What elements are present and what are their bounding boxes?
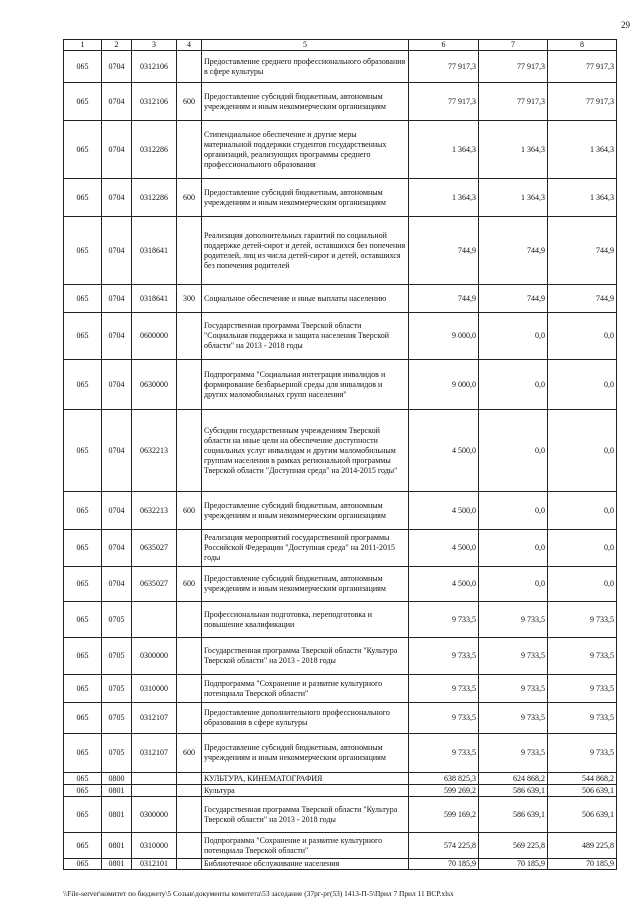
expense-type-code <box>177 51 202 83</box>
target-article-code: 0312107 <box>132 734 177 773</box>
row-description: Субсидии государственным учреждениям Тверской области на иные цели на обеспечение доступности социальных услуг инвалидам и другим маломобильным группам населения в рамках региональной программы Тверской области "Доступная среда" на 2014-2015 годы" <box>202 410 409 492</box>
ministry-code: 065 <box>64 567 102 602</box>
target-article-code <box>132 785 177 797</box>
row-description: Социальное обеспечение и иные выплаты населению <box>202 285 409 313</box>
row-description: Профессиональная подготовка, переподготовка и повышение квалификации <box>202 602 409 638</box>
section-code: 0704 <box>102 51 132 83</box>
amount-col7: 744,9 <box>479 285 548 313</box>
amount-col8: 0,0 <box>548 360 617 410</box>
expense-type-code <box>177 313 202 360</box>
section-code: 0704 <box>102 179 132 217</box>
expense-type-code <box>177 703 202 734</box>
amount-col8: 9 733,5 <box>548 675 617 703</box>
header-row <box>64 40 617 51</box>
table-row <box>64 734 617 773</box>
target-article-code: 0630000 <box>132 360 177 410</box>
target-article-code: 0318641 <box>132 217 177 285</box>
amount-col6: 4 500,0 <box>409 567 479 602</box>
row-description: Предоставление субсидий бюджетным, автономным учреждениям и иным некоммерческим организациям <box>202 567 409 602</box>
column-header: 8 <box>548 40 617 51</box>
target-article-code: 0310000 <box>132 675 177 703</box>
row-description: Предоставление субсидий бюджетным, автономным учреждениям и иным некоммерческим организациям <box>202 492 409 530</box>
expense-type-code <box>177 785 202 797</box>
amount-col6: 1 364,3 <box>409 179 479 217</box>
amount-col7: 0,0 <box>479 360 548 410</box>
target-article-code: 0632213 <box>132 410 177 492</box>
file-path-footer: \\File-server\комитет по бюджету\5 Созыв\документы комитета\53 заседание (37рг-рг(53) 1413-П-5\Прил 7 Прил 11 ВСР.xlsx <box>63 889 454 898</box>
section-code: 0705 <box>102 602 132 638</box>
section-code: 0801 <box>102 833 132 859</box>
section-code: 0704 <box>102 360 132 410</box>
table-row <box>64 410 617 492</box>
table-row <box>64 773 617 785</box>
column-header: 1 <box>64 40 102 51</box>
ministry-code: 065 <box>64 797 102 833</box>
amount-col6: 9 733,5 <box>409 703 479 734</box>
ministry-code: 065 <box>64 217 102 285</box>
amount-col6: 599 169,2 <box>409 797 479 833</box>
table-row <box>64 83 617 121</box>
column-header: 4 <box>177 40 202 51</box>
expense-type-code <box>177 530 202 567</box>
amount-col8: 9 733,5 <box>548 638 617 675</box>
amount-col6: 4 500,0 <box>409 410 479 492</box>
amount-col7: 9 733,5 <box>479 602 548 638</box>
amount-col8: 9 733,5 <box>548 703 617 734</box>
amount-col8: 0,0 <box>548 492 617 530</box>
amount-col7: 569 225,8 <box>479 833 548 859</box>
amount-col8: 0,0 <box>548 410 617 492</box>
amount-col6: 9 733,5 <box>409 638 479 675</box>
amount-col6: 4 500,0 <box>409 530 479 567</box>
ministry-code: 065 <box>64 51 102 83</box>
section-code: 0704 <box>102 83 132 121</box>
target-article-code: 0312106 <box>132 83 177 121</box>
table-row <box>64 638 617 675</box>
amount-col7: 624 868,2 <box>479 773 548 785</box>
ministry-code: 065 <box>64 773 102 785</box>
target-article-code: 0312286 <box>132 121 177 179</box>
expense-type-code <box>177 833 202 859</box>
amount-col8: 744,9 <box>548 217 617 285</box>
target-article-code: 0310000 <box>132 833 177 859</box>
ministry-code: 065 <box>64 360 102 410</box>
section-code: 0705 <box>102 734 132 773</box>
column-header: 7 <box>479 40 548 51</box>
amount-col6: 9 000,0 <box>409 360 479 410</box>
table-row <box>64 179 617 217</box>
row-description: Подпрограмма "Социальная интеграция инвалидов и формирование безбарьерной среды для инвалидов и других маломобильных групп населения" <box>202 360 409 410</box>
amount-col8: 0,0 <box>548 313 617 360</box>
table-row <box>64 530 617 567</box>
ministry-code: 065 <box>64 492 102 530</box>
amount-col8: 9 733,5 <box>548 602 617 638</box>
amount-col8: 1 364,3 <box>548 121 617 179</box>
row-description: Библиотечное обслуживание населения <box>202 859 409 870</box>
row-description: Государственная программа Тверской области "Культура Тверской области" на 2013 - 2018 годы <box>202 638 409 675</box>
section-code: 0800 <box>102 773 132 785</box>
expense-type-code <box>177 638 202 675</box>
amount-col6: 574 225,8 <box>409 833 479 859</box>
expense-type-code: 600 <box>177 734 202 773</box>
amount-col7: 0,0 <box>479 492 548 530</box>
expense-type-code <box>177 360 202 410</box>
amount-col6: 70 185,9 <box>409 859 479 870</box>
section-code: 0704 <box>102 492 132 530</box>
expense-type-code <box>177 602 202 638</box>
amount-col7: 77 917,3 <box>479 83 548 121</box>
expense-type-code: 600 <box>177 83 202 121</box>
ministry-code: 065 <box>64 83 102 121</box>
ministry-code: 065 <box>64 675 102 703</box>
amount-col8: 1 364,3 <box>548 179 617 217</box>
amount-col7: 586 639,1 <box>479 797 548 833</box>
ministry-code: 065 <box>64 285 102 313</box>
column-header: 6 <box>409 40 479 51</box>
column-header: 3 <box>132 40 177 51</box>
expense-type-code <box>177 217 202 285</box>
target-article-code: 0312107 <box>132 703 177 734</box>
target-article-code: 0300000 <box>132 797 177 833</box>
row-description: Реализация мероприятий государственной программы Российской Федерации "Доступная среда" на 2011-2015 годы <box>202 530 409 567</box>
section-code: 0705 <box>102 638 132 675</box>
row-description: Предоставление субсидий бюджетным, автономным учреждениям и иным некоммерческим организациям <box>202 83 409 121</box>
table-row <box>64 285 617 313</box>
expense-type-code <box>177 773 202 785</box>
target-article-code: 0635027 <box>132 530 177 567</box>
amount-col7: 0,0 <box>479 313 548 360</box>
amount-col6: 9 000,0 <box>409 313 479 360</box>
amount-col6: 9 733,5 <box>409 734 479 773</box>
amount-col7: 1 364,3 <box>479 179 548 217</box>
table-row <box>64 567 617 602</box>
target-article-code: 0318641 <box>132 285 177 313</box>
expense-type-code: 600 <box>177 567 202 602</box>
amount-col8: 77 917,3 <box>548 51 617 83</box>
table-row <box>64 121 617 179</box>
row-description: Стипендиальное обеспечение и другие меры материальной поддержки студентов государственных организаций, реализующих программы среднего профессионального образования <box>202 121 409 179</box>
section-code: 0704 <box>102 313 132 360</box>
row-description: Предоставление среднего профессионального образования в сфере культуры <box>202 51 409 83</box>
ministry-code: 065 <box>64 734 102 773</box>
target-article-code: 0312286 <box>132 179 177 217</box>
target-article-code <box>132 602 177 638</box>
table-row <box>64 785 617 797</box>
target-article-code: 0300000 <box>132 638 177 675</box>
row-description: Подпрограмма "Сохранение и развитие культурного потенциала Тверской области" <box>202 833 409 859</box>
section-code: 0704 <box>102 530 132 567</box>
row-description: КУЛЬТУРА, КИНЕМАТОГРАФИЯ <box>202 773 409 785</box>
target-article-code: 0312106 <box>132 51 177 83</box>
amount-col7: 1 364,3 <box>479 121 548 179</box>
row-description: Подпрограмма "Сохранение и развитие культурного потенциала Тверской области" <box>202 675 409 703</box>
amount-col6: 77 917,3 <box>409 51 479 83</box>
ministry-code: 065 <box>64 638 102 675</box>
target-article-code: 0632213 <box>132 492 177 530</box>
amount-col7: 9 733,5 <box>479 638 548 675</box>
section-code: 0705 <box>102 703 132 734</box>
section-code: 0704 <box>102 410 132 492</box>
amount-col8: 0,0 <box>548 567 617 602</box>
amount-col6: 1 364,3 <box>409 121 479 179</box>
section-code: 0705 <box>102 675 132 703</box>
expense-type-code <box>177 121 202 179</box>
budget-table <box>63 39 617 870</box>
amount-col7: 9 733,5 <box>479 675 548 703</box>
amount-col8: 506 639,1 <box>548 797 617 833</box>
amount-col6: 599 269,2 <box>409 785 479 797</box>
table-row <box>64 492 617 530</box>
ministry-code: 065 <box>64 410 102 492</box>
table-row <box>64 797 617 833</box>
target-article-code: 0600000 <box>132 313 177 360</box>
table-row <box>64 703 617 734</box>
column-header: 5 <box>202 40 409 51</box>
amount-col7: 77 917,3 <box>479 51 548 83</box>
target-article-code: 0312101 <box>132 859 177 870</box>
row-description: Предоставление субсидий бюджетным, автономным учреждениям и иным некоммерческим организациям <box>202 179 409 217</box>
expense-type-code <box>177 675 202 703</box>
table-row <box>64 51 617 83</box>
amount-col6: 4 500,0 <box>409 492 479 530</box>
ministry-code: 065 <box>64 121 102 179</box>
amount-col8: 0,0 <box>548 530 617 567</box>
amount-col7: 0,0 <box>479 410 548 492</box>
amount-col6: 638 825,3 <box>409 773 479 785</box>
amount-col7: 0,0 <box>479 530 548 567</box>
row-description: Предоставление дополнительного профессионального образования в сфере культуры <box>202 703 409 734</box>
amount-col7: 70 185,9 <box>479 859 548 870</box>
section-code: 0704 <box>102 285 132 313</box>
amount-col6: 9 733,5 <box>409 602 479 638</box>
amount-col6: 744,9 <box>409 217 479 285</box>
row-description: Культура <box>202 785 409 797</box>
amount-col6: 9 733,5 <box>409 675 479 703</box>
section-code: 0704 <box>102 121 132 179</box>
target-article-code <box>132 773 177 785</box>
amount-col6: 77 917,3 <box>409 83 479 121</box>
row-description: Государственная программа Тверской области "Социальная поддержка и защита населения Тверской области" на 2013 - 2018 годы <box>202 313 409 360</box>
amount-col8: 9 733,5 <box>548 734 617 773</box>
row-description: Реализация дополнительных гарантий по социальной поддержке детей-сирот и детей, оставшихся без попечения родителей, лиц из числа детей-сирот и детей, оставшихся без попечения родителей <box>202 217 409 285</box>
section-code: 0704 <box>102 217 132 285</box>
amount-col8: 544 868,2 <box>548 773 617 785</box>
expense-type-code <box>177 859 202 870</box>
amount-col8: 77 917,3 <box>548 83 617 121</box>
expense-type-code: 600 <box>177 179 202 217</box>
page-number: 29 <box>621 20 630 30</box>
expense-type-code: 600 <box>177 492 202 530</box>
expense-type-code: 300 <box>177 285 202 313</box>
table-row <box>64 675 617 703</box>
ministry-code: 065 <box>64 785 102 797</box>
amount-col7: 9 733,5 <box>479 734 548 773</box>
table-row <box>64 313 617 360</box>
amount-col7: 0,0 <box>479 567 548 602</box>
section-code: 0801 <box>102 797 132 833</box>
amount-col7: 586 639,1 <box>479 785 548 797</box>
table-row <box>64 360 617 410</box>
ministry-code: 065 <box>64 530 102 567</box>
ministry-code: 065 <box>64 179 102 217</box>
amount-col7: 744,9 <box>479 217 548 285</box>
amount-col8: 506 639,1 <box>548 785 617 797</box>
row-description: Государственная программа Тверской области "Культура Тверской области" на 2013 - 2018 годы <box>202 797 409 833</box>
section-code: 0801 <box>102 785 132 797</box>
expense-type-code <box>177 797 202 833</box>
amount-col8: 744,9 <box>548 285 617 313</box>
table-row <box>64 859 617 870</box>
amount-col6: 744,9 <box>409 285 479 313</box>
table-row <box>64 833 617 859</box>
table-row <box>64 217 617 285</box>
ministry-code: 065 <box>64 859 102 870</box>
amount-col7: 9 733,5 <box>479 703 548 734</box>
target-article-code: 0635027 <box>132 567 177 602</box>
section-code: 0801 <box>102 859 132 870</box>
ministry-code: 065 <box>64 313 102 360</box>
table-row <box>64 602 617 638</box>
ministry-code: 065 <box>64 833 102 859</box>
expense-type-code <box>177 410 202 492</box>
column-header: 2 <box>102 40 132 51</box>
row-description: Предоставление субсидий бюджетным, автономным учреждениям и иным некоммерческим организациям <box>202 734 409 773</box>
section-code: 0704 <box>102 567 132 602</box>
amount-col8: 489 225,8 <box>548 833 617 859</box>
ministry-code: 065 <box>64 602 102 638</box>
amount-col8: 70 185,9 <box>548 859 617 870</box>
ministry-code: 065 <box>64 703 102 734</box>
